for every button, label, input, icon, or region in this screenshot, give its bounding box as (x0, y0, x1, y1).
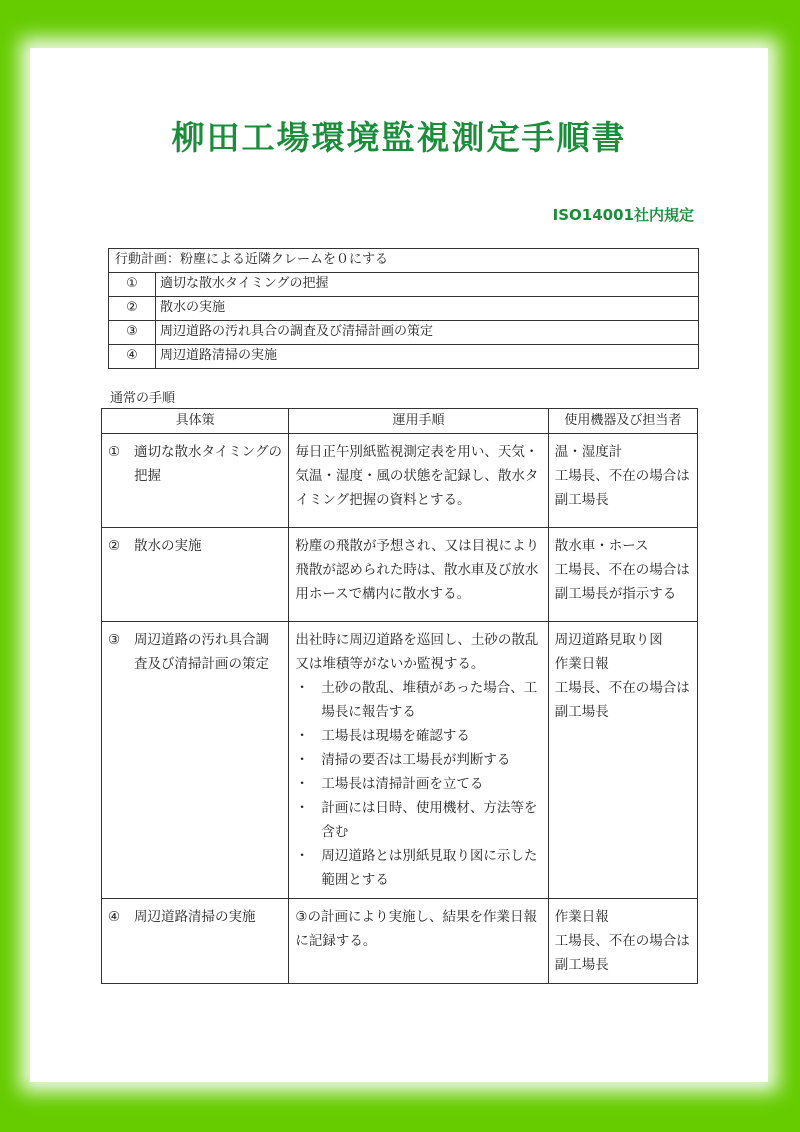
action-plan-number: ① (109, 273, 156, 297)
action-plan-text: 周辺道路清掃の実施 (156, 345, 699, 369)
operation-cell: ③の計画により実施し、結果を作業日報に記録する。 (289, 899, 548, 984)
measure-number: ① (108, 444, 121, 460)
procedure-table (101, 408, 698, 984)
operation-bullet: ・ 工場長は現場を確認する (295, 724, 541, 748)
operation-bullet: ・ 工場長は清掃計画を立てる (295, 772, 541, 796)
action-plan-number: ② (109, 297, 156, 321)
procedure-header-row (102, 409, 698, 434)
operation-bullet: ・ 周辺道路とは別紙見取り図に示した範囲とする (295, 844, 541, 892)
procedure-row (102, 899, 698, 984)
procedure-row (102, 434, 698, 528)
measure-text: 散水の実施 (134, 538, 202, 554)
measure-cell (102, 899, 289, 984)
column-header-equipment: 使用機器及び担当者 (548, 409, 697, 434)
operation-bullet-list (295, 676, 541, 892)
procedure-row (102, 528, 698, 622)
operation-text: 出社時に周辺道路を巡回し、土砂の散乱又は堆積等がないか監視する。 (295, 632, 539, 672)
equipment-line: 工場長、不在の場合は副工場長 (554, 680, 690, 720)
equipment-line: 温・湿度計 (554, 444, 623, 460)
operation-cell: 毎日正午別紙監視測定表を用い、天気・気温・湿度・風の状態を記録し、散水タイミング把握の資料とする。 (289, 434, 548, 528)
measure-number: ② (108, 538, 121, 554)
equipment-cell (548, 434, 697, 528)
action-plan-header: 行動計画：粉塵による近隣クレームを０にする (109, 249, 699, 273)
action-plan-row (109, 273, 699, 297)
measure-cell (102, 434, 289, 528)
equipment-line: 散水車・ホース (554, 538, 649, 554)
measure-cell (102, 528, 289, 622)
equipment-cell (548, 899, 697, 984)
action-plan-table (108, 248, 699, 369)
operation-cell: 粉塵の飛散が予想され、又は目視により飛散が認められた時は、散水車及び放水用ホースで構内に散水する。 (289, 528, 548, 622)
action-plan-row (109, 345, 699, 369)
procedure-section-label: 通常の手順 (110, 391, 176, 406)
action-plan-text: 周辺道路の汚れ具合の調査及び清掃計画の策定 (156, 321, 699, 345)
action-plan-row (109, 297, 699, 321)
operation-cell (289, 622, 548, 899)
operation-bullet: ・ 土砂の散乱、堆積があった場合、工場長に報告する (295, 676, 541, 724)
action-plan-text: 散水の実施 (156, 297, 699, 321)
action-plan-number: ③ (109, 321, 156, 345)
column-header-measure: 具体策 (102, 409, 289, 434)
action-plan-row (109, 321, 699, 345)
measure-number: ③ (108, 632, 121, 648)
measure-text: 周辺道路の汚れ具合調査及び清掃計画の策定 (134, 632, 269, 672)
equipment-line: 工場長、不在の場合は副工場長 (554, 933, 690, 973)
measure-number: ④ (108, 909, 121, 925)
iso-label: ISO14001社内規定 (552, 206, 694, 224)
action-plan-text: 適切な散水タイミングの把握 (156, 273, 699, 297)
action-plan-header-row (109, 249, 699, 273)
equipment-cell (548, 622, 697, 899)
action-plan-number: ④ (109, 345, 156, 369)
operation-bullet: ・ 計画には日時、使用機材、方法等を含む (295, 796, 541, 844)
document-title: 柳田工場環境監視測定手順書 (171, 118, 627, 157)
equipment-line: 工場長、不在の場合は副工場長 (554, 468, 690, 508)
equipment-line: 周辺道路見取り図 (554, 632, 663, 648)
equipment-line: 工場長、不在の場合は副工場長が指示する (554, 562, 690, 602)
equipment-cell (548, 528, 697, 622)
measure-text: 適切な散水タイミングの把握 (134, 444, 282, 484)
equipment-line: 作業日報 (554, 656, 609, 672)
procedure-row (102, 622, 698, 899)
equipment-line: 作業日報 (554, 909, 609, 925)
measure-text: 周辺道路清掃の実施 (134, 909, 256, 925)
operation-bullet: ・ 清掃の要否は工場長が判断する (295, 748, 541, 772)
measure-cell (102, 622, 289, 899)
column-header-operation: 運用手順 (289, 409, 548, 434)
